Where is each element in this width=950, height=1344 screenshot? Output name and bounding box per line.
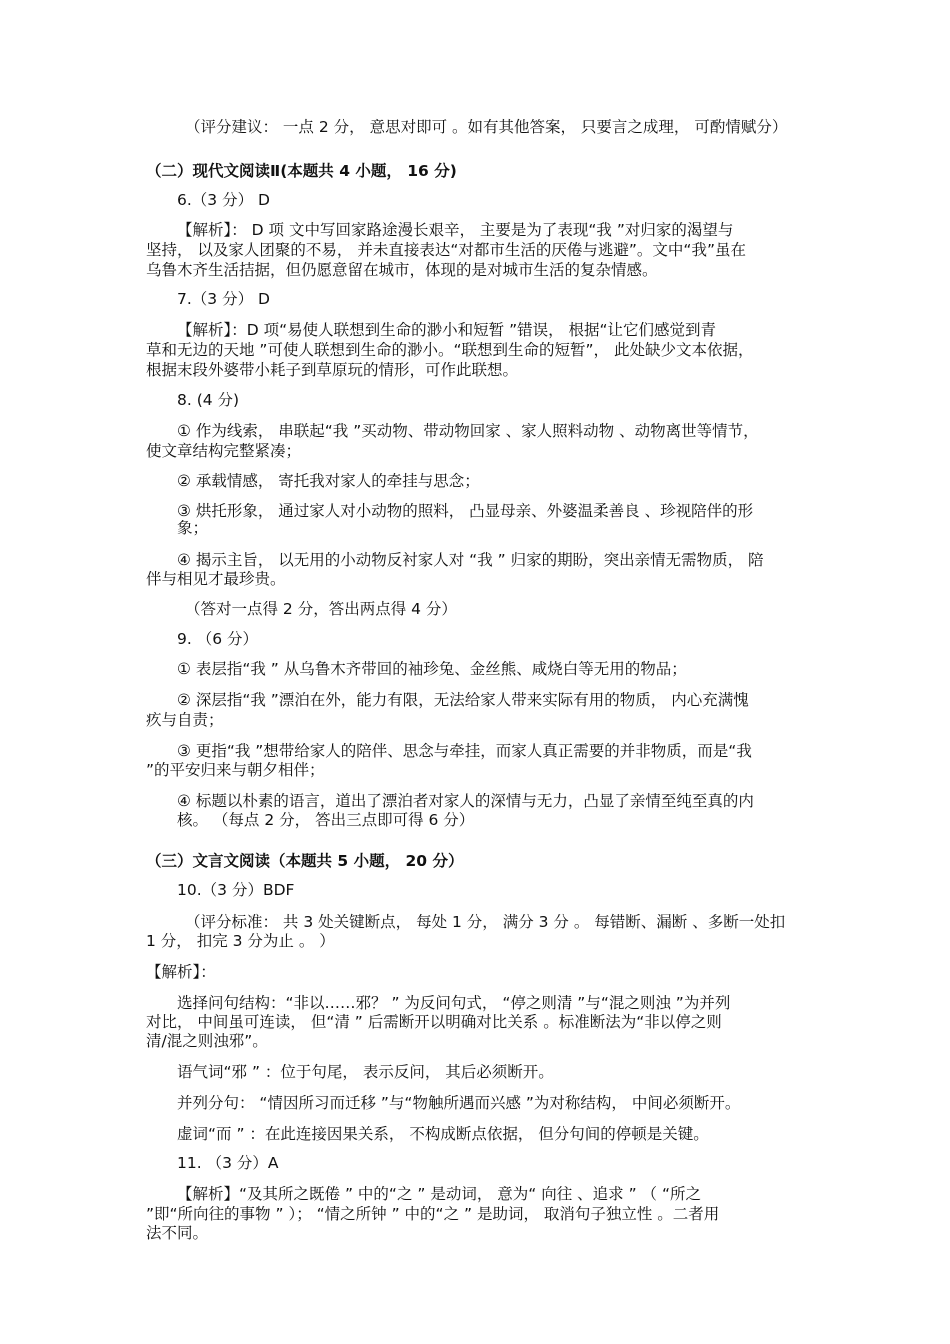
q8-point-line: 象； — [177, 519, 209, 537]
q8-point-line: 使文章结构完整紧凑； — [146, 442, 302, 460]
section-heading-classical-reading: （三）文言文阅读（本题共 5 小题， 20 分） — [146, 852, 464, 870]
q6-analysis-line: 乌鲁木齐生活拮据，但仍愿意留在城市，体现的是对城市生活的复杂情感。 — [146, 261, 658, 279]
q10-analysis-line: 并列分句： “情因所习而迁移 ”与“物触所遇而兴感 ”为对称结构， 中间必须断开。 — [177, 1094, 741, 1112]
question-11-answer: 11. （3 分）A — [177, 1154, 279, 1172]
q10-analysis-line: 虚词“而 ” ：在此连接因果关系， 不构成断点依据， 但分句间的停顿是关键。 — [177, 1125, 709, 1143]
section-heading-modern-reading-2: （二）现代文阅读Ⅱ(本题共 4 小题， 16 分) — [146, 162, 457, 180]
question-7-answer: 7.（3 分） D — [177, 290, 270, 308]
q10-analysis-line: 选择问句结构：“非以……邪？ ” 为反问句式， “停之则清 ”与“混之则浊 ”为并列 — [177, 994, 731, 1012]
q8-point-line: ④ 揭示主旨， 以无用的小动物反衬家人对 “我 ” 归家的期盼，突出亲情无需物质， 陪 — [177, 551, 764, 569]
q10-analysis-label: 【解析】： — [146, 963, 216, 981]
q7-analysis-line: 根据末段外婆带小耗子到草原玩的情形，可作此联想。 — [146, 361, 519, 379]
q8-point-line: ① 作为线索， 串联起“我 ”买动物、带动物回家 、家人照料动物 、动物离世等情节， — [177, 422, 759, 440]
q10-analysis-line: 清/混之则浊邪”。 — [146, 1032, 268, 1050]
question-8-header: 8. (4 分) — [177, 391, 240, 409]
q10-scoring-note: 1 分， 扣完 3 分为止 。 ） — [146, 932, 335, 950]
question-10-answer: 10.（3 分）BDF — [177, 881, 295, 899]
q11-analysis-line: 【解析】“及其所之既倦 ” 中的“之 ” 是动词， 意为“ 向往 、追求 ” （ “所之 — [177, 1185, 701, 1203]
q7-analysis-line: 草和无边的天地 ”可使人联想到生命的渺小。“联想到生命的短暂”， 此处缺少文本依据， — [146, 341, 754, 359]
q9-point-line: ”的平安归来与朝夕相伴； — [146, 761, 325, 779]
question-9-header: 9. （6 分） — [177, 630, 259, 648]
q11-analysis-line: ”即“所向往的事物 ” ）； “情之所钟 ” 中的“之 ” 是助词， 取消句子独立性 。二者用 — [146, 1205, 720, 1223]
q8-point-line: 伴与相见才最珍贵。 — [146, 570, 286, 588]
q7-analysis-line: 【解析】：D 项“易使人联想到生命的渺小和短暂 ”错误， 根据“让它们感觉到青 — [177, 321, 717, 339]
q6-analysis-line: 【解析】： D 项 文中写回家路途漫长艰辛， 主要是为了表现“我 ”对归家的渴望与 — [177, 221, 734, 239]
q9-point-line: ③ 更指“我 ”想带给家人的陪伴、思念与牵挂，而家人真正需要的并非物质，而是“我 — [177, 742, 752, 760]
q11-analysis-line: 法不同。 — [146, 1224, 209, 1242]
q10-analysis-line: 语气词“邪 ” ：位于句尾， 表示反问， 其后必须断开。 — [177, 1063, 554, 1081]
q9-point-line: 核。 （每点 2 分， 答出三点即可得 6 分） — [177, 811, 475, 829]
q10-analysis-line: 对比， 中间虽可连读， 但“清 ” 后需断开以明确对比关系 。标准断法为“非以停之则 — [146, 1013, 722, 1031]
q8-point-line: ② 承载情感， 寄托我对家人的牵挂与思念； — [177, 472, 480, 490]
q9-point-line: ④ 标题以朴素的语言，道出了漂泊者对家人的深情与无力，凸显了亲情至纯至真的内 — [177, 792, 754, 810]
q9-point-line: ② 深层指“我 ”漂泊在外，能力有限，无法给家人带来实际有用的物质， 内心充满愧 — [177, 691, 749, 709]
q9-point-line: 疚与自责； — [146, 711, 224, 729]
q6-analysis-line: 坚持， 以及家人团聚的不易， 并未直接表达“对都市生活的厌倦与逃避”。文中“我”虽在 — [146, 241, 746, 259]
q8-scoring-note: （答对一点得 2 分，答出两点得 4 分） — [185, 600, 457, 618]
question-6-answer: 6.（3 分） D — [177, 191, 270, 209]
scoring-note-1: （评分建议： 一点 2 分， 意思对即可 。如有其他答案， 只要言之成理， 可酌情赋分） — [185, 118, 788, 136]
q10-scoring-note: （评分标准： 共 3 处关键断点， 每处 1 分， 满分 3 分 。 每错断、漏断 、多断一处扣 — [185, 913, 786, 931]
q8-point-line: ③ 烘托形象， 通过家人对小动物的照料， 凸显母亲、外婆温柔善良 、珍视陪伴的形 — [177, 502, 754, 520]
q9-point-line: ① 表层指“我 ” 从乌鲁木齐带回的袖珍兔、金丝熊、咸烧白等无用的物品； — [177, 660, 687, 678]
